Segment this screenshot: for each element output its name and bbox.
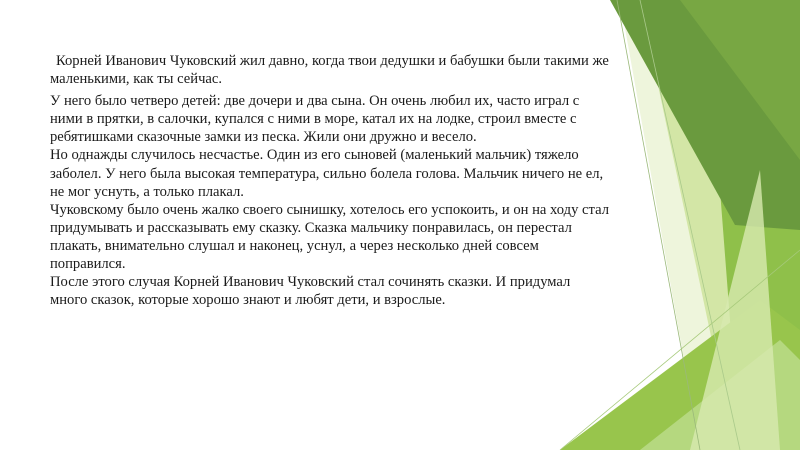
story-paragraph-2: У него было четверо детей: две дочери и два сына. Он очень любил их, часто играл с ними в прятки, в салочки, купался с ними в море, катал их на лодке, строил вместе с ребятишками сказочные замки из песка. Жили они дружно и весело. xyxy=(50,93,580,146)
story-paragraph-3: Но однажды случилось несчастье. Один из его сыновей (маленький мальчик) тяжело заболел. У него была высокая температура, сильно болела голова. Мальчик ничего не ел, не мог уснуть, а только плакал. xyxy=(50,147,604,200)
story-text-block xyxy=(50,52,610,309)
story-paragraph-5: После этого случая Корней Иванович Чуковский стал сочинять сказки. И придумал много сказок, которые хорошо знают и любят дети, и взрослые. xyxy=(50,274,571,309)
story-paragraph-4: Чуковскому было очень жалко своего сынишку, хотелось его успокоить, и он на ходу стал придумывать и рассказывать ему сказку. Сказка мальчику понравилась, он перестал плакать, внимательно слушал и наконец, уснул, а через несколько дней совсем поправился. xyxy=(50,201,609,273)
story-paragraph-1: Корней Иванович Чуковский жил давно, когда твои дедушки и бабушки были такими же маленькими, как ты сейчас. xyxy=(50,53,609,88)
